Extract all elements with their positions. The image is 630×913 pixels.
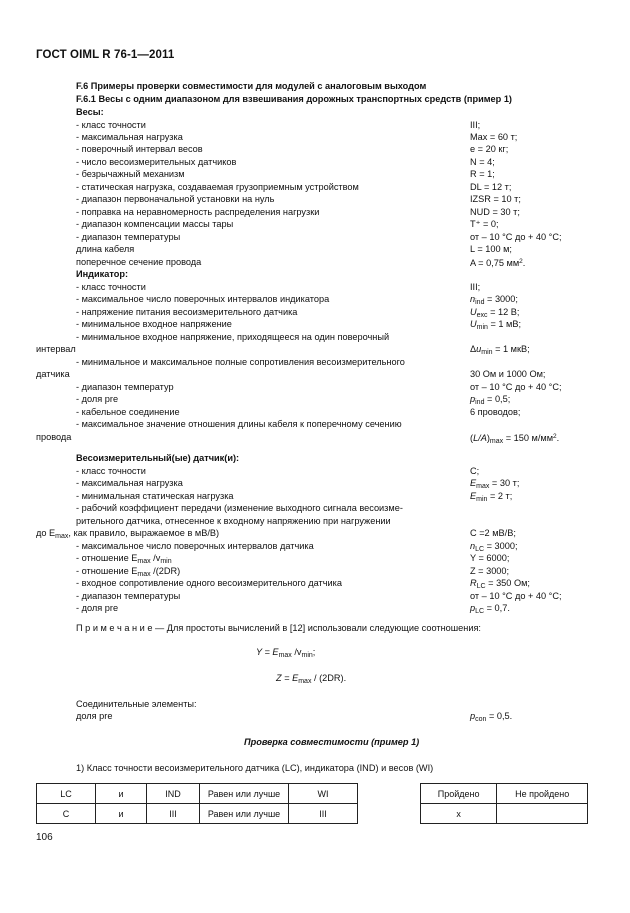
- scales-row-label: - диапазон температуры: [76, 232, 181, 242]
- indicator-row-value: $n_{ind} = 3000$;: [470, 294, 518, 306]
- check-item-1: 1) Класс точности весоизмерительного датчика (LC), индикатора (IND) и весов (WI): [76, 763, 434, 773]
- scales-row-label: - безрычажный механизм: [76, 169, 185, 179]
- scales-row-value: T⁺ = 0;: [470, 219, 499, 229]
- indicator-row-label-cont: провода: [36, 432, 72, 442]
- scales-row-value: e = 20 кг;: [470, 144, 509, 154]
- scales-row-label: длина кабеля: [76, 244, 135, 254]
- loadcell-row-label-cont: рительного датчика, отнесенное к входному напряжению при нагружении: [76, 516, 391, 526]
- scales-row-value: R = 1;: [470, 169, 495, 179]
- loadcell-row-label: - максимальная нагрузка: [76, 478, 183, 488]
- table-header-failed: Не пройдено: [497, 784, 588, 804]
- indicator-row-value: $U_{min} = 1$ мВ;: [470, 319, 522, 331]
- scales-heading: Весы:: [76, 107, 104, 117]
- loadcell-row-label: - минимальная статическая нагрузка: [76, 491, 234, 501]
- table-cell: LC: [37, 784, 96, 804]
- table-cell-failed: [497, 804, 588, 824]
- table-cell: и: [96, 804, 147, 824]
- scales-row-value: DL = 12 т;: [470, 182, 512, 192]
- loadcell-row-label: - класс точности: [76, 466, 146, 476]
- loadcell-row-value: Z = 3000;: [470, 566, 510, 576]
- indicator-heading: Индикатор:: [76, 269, 129, 279]
- scales-row-label: - диапазон первоначальной установки на нуль: [76, 194, 275, 204]
- scales-row-label: - поверочный интервал весов: [76, 144, 203, 154]
- table-cell: IND: [147, 784, 200, 804]
- loadcell-row-label: - отношение $E_{max}$ $/v_{min}$: [76, 553, 172, 565]
- indicator-row-value: 30 Ом и 1000 Ом;: [470, 369, 546, 379]
- table-cell: C: [37, 804, 96, 824]
- loadcell-row-label: - входное сопротивление одного весоизмерительного датчика: [76, 578, 342, 588]
- scales-row-value: L = 100 м;: [470, 244, 512, 254]
- loadcell-row-label: - рабочий коэффициент передачи (изменение выходного сигнала весоизме-: [76, 503, 403, 513]
- indicator-row-value: $p_{ind} = 0,5$;: [470, 394, 511, 406]
- loadcell-row-label-cont: до $E_{max}$, как правило, выражаемое в мВ/В): [36, 528, 220, 540]
- table-row: [37, 804, 358, 824]
- indicator-row-label: - максимальное число поверочных интервалов индикатора: [76, 294, 330, 304]
- note-formula-z: $Z = E_{max} / (2DR)$.: [276, 673, 347, 685]
- loadcell-row-label: - максимальное число поверочных интервалов датчика: [76, 541, 314, 551]
- indicator-row-label-cont: датчика: [36, 369, 70, 379]
- check-heading: Проверка совместимости (пример 1): [244, 737, 420, 747]
- indicator-row-label-cont: интервал: [36, 344, 76, 354]
- table-cell: III: [289, 804, 358, 824]
- indicator-row-label: - минимальное и максимальное полные сопротивления весоизмерительного: [76, 357, 405, 367]
- loadcell-row-value: от – 10 °С до + 40 °С;: [470, 591, 562, 601]
- scales-row-label: - статическая нагрузка, создаваемая грузоприемным устройством: [76, 182, 359, 192]
- loadcell-row-value: $R_{LC} = 350$ Ом;: [470, 578, 530, 590]
- connectors-row-label: доля pre: [76, 711, 113, 721]
- scales-row-value: N = 4;: [470, 157, 495, 167]
- scales-row-label: - число весоизмерительных датчиков: [76, 157, 237, 167]
- scales-row-value: A = 0,75 $мм^2$.: [470, 258, 526, 268]
- loadcell-heading: Весоизмерительный(ые) датчик(и):: [76, 453, 240, 463]
- loadcell-row-label: - отношение $E_{max}$ /(2DR): [76, 566, 181, 578]
- result-table: [420, 783, 588, 824]
- table-cell: Равен или лучше: [200, 804, 289, 824]
- connectors-heading: Соединительные элементы:: [76, 699, 197, 709]
- table-header-passed: Пройдено: [421, 784, 497, 804]
- loadcell-row-value: Y = 6000;: [470, 553, 510, 563]
- scales-row-value: Max = 60 т;: [470, 132, 518, 142]
- loadcell-row-label: - диапазон температуры: [76, 591, 181, 601]
- loadcell-row-value: $p_{LC} = 0,7$.: [470, 603, 510, 615]
- loadcell-row-value: $E_{min} = 2$ т;: [470, 491, 513, 503]
- section-f6-title: F.6 Примеры проверки совместимости для модулей с аналоговым выходом: [76, 81, 427, 91]
- indicator-row-label: - кабельное соединение: [76, 407, 180, 417]
- scales-row-label: - поправка на неравномерность распределения нагрузки: [76, 207, 320, 217]
- scales-row-value: III;: [470, 120, 481, 130]
- indicator-row-label: - минимальное входное напряжение, приходящееся на один поверочный: [76, 332, 390, 342]
- loadcell-row-value: C =2 мВ/В;: [470, 528, 516, 538]
- scales-row-value: IZSR = 10 т;: [470, 194, 521, 204]
- document-header: ГОСТ OIML R 76-1—2011: [36, 49, 175, 61]
- table-cell: WI: [289, 784, 358, 804]
- indicator-row-value: $U_{exc} = 12$ В;: [470, 307, 520, 319]
- table-cell: Равен или лучше: [200, 784, 289, 804]
- indicator-row-value: $(L/A)_{max} = 150$ $м/мм^2$.: [470, 433, 560, 445]
- indicator-row-label: - максимальное значение отношения длины кабеля к поперечному сечению: [76, 419, 402, 429]
- scales-row-value: от – 10 °С до + 40 °С;: [470, 232, 562, 242]
- section-f61-title: F.6.1 Весы с одним диапазоном для взвешивания дорожных транспортных средств (пример 1): [76, 94, 512, 104]
- table-row: [421, 784, 588, 804]
- page-number: 106: [36, 832, 53, 843]
- indicator-row-value: $\Delta u_{min} = 1$ мкВ;: [470, 344, 530, 356]
- indicator-row-value: III;: [470, 282, 481, 292]
- table-cell-passed: x: [421, 804, 497, 824]
- scales-row-label: - максимальная нагрузка: [76, 132, 183, 142]
- loadcell-row-label: - доля pre: [76, 603, 119, 613]
- connectors-row-value: $p_{con} = 0,5$.: [470, 711, 513, 723]
- indicator-row-label: - класс точности: [76, 282, 146, 292]
- indicator-row-value: 6 проводов;: [470, 407, 521, 417]
- table-cell: III: [147, 804, 200, 824]
- loadcell-row-value: $n_{LC} = 3000$;: [470, 541, 518, 553]
- indicator-row-label: - диапазон температур: [76, 382, 174, 392]
- note-text: П р и м е ч а н и е — Для простоты вычислений в [12] использовали следующие соотношения:: [76, 623, 481, 633]
- note-formula-y: $Y = E_{max}$ $/v_{min}$;: [256, 647, 316, 659]
- scales-row-value: NUD = 30 т;: [470, 207, 520, 217]
- indicator-row-label: - минимальное входное напряжение: [76, 319, 232, 329]
- table-row: [37, 784, 358, 804]
- scales-row-label: - диапазон компенсации массы тары: [76, 219, 234, 229]
- scales-row-label: - класс точности: [76, 120, 146, 130]
- indicator-row-label: - доля pre: [76, 394, 119, 404]
- loadcell-row-value: C;: [470, 466, 480, 476]
- comparison-table: [36, 783, 358, 824]
- table-row: [421, 804, 588, 824]
- indicator-row-label: - напряжение питания весоизмерительного датчика: [76, 307, 298, 317]
- loadcell-row-value: $E_{max} = 30$ т;: [470, 478, 520, 490]
- scales-row-label: поперечное сечение провода: [76, 257, 202, 267]
- table-cell: и: [96, 784, 147, 804]
- indicator-row-value: от – 10 °С до + 40 °С;: [470, 382, 562, 392]
